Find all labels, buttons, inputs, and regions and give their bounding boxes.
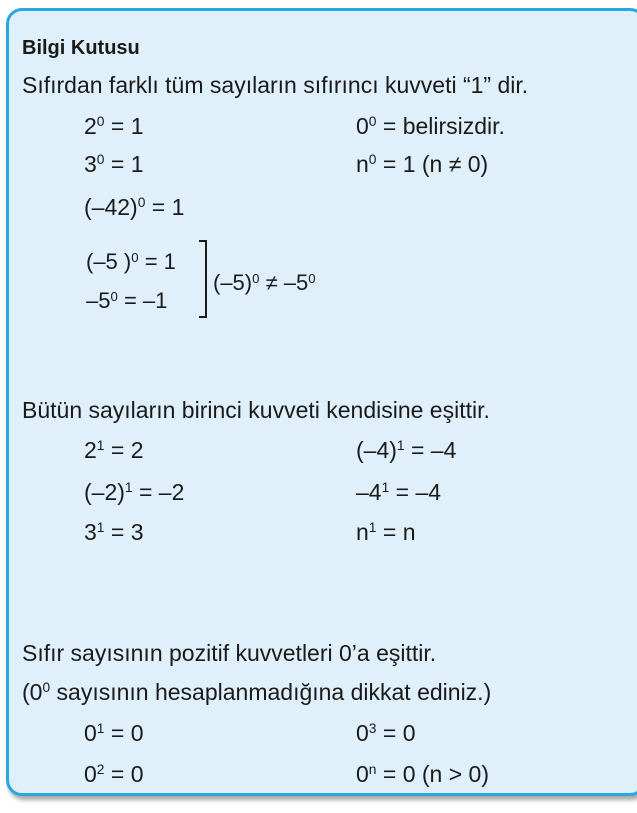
equation: $(-2)^1 = -2$	[84, 479, 185, 505]
equation: $0^2 = 0$	[84, 761, 144, 787]
right-bracket	[199, 240, 207, 318]
equation: $0^n = 0$ (n > 0)	[356, 761, 489, 787]
equation: $n^1 = n$	[356, 519, 416, 545]
box-title: Bilgi Kutusu	[22, 37, 140, 59]
equation: $0^1 = 0$	[84, 720, 144, 746]
zero-base-rule: Sıfır sayısının pozitif kuvvetleri 0’a eşittir.	[22, 640, 437, 666]
equation: $-4^1 = -4$	[356, 479, 442, 505]
equation: $(-42)^0 = 1$	[84, 194, 185, 220]
equation: $3^0 = 1$	[84, 151, 144, 177]
equation: $n^0 = 1$ (n ≠ 0)	[356, 151, 489, 177]
zero-power-rule: Sıfırdan farklı tüm sayıların sıfırıncı kuvveti “1” dir.	[22, 72, 529, 98]
bracket-equation: (–5 )$^0$ = 1	[86, 249, 176, 274]
first-power-rule: Bütün sayıların birinci kuvveti kendisine eşittir.	[22, 397, 490, 423]
bracket-equation: $-5^0 = -1$	[86, 288, 168, 313]
bracket-result: $(-5)^0 \ne -5^0$	[213, 270, 316, 295]
equation: $3^1 = 3$	[84, 519, 144, 545]
equation: $2^1 = 2$	[84, 437, 144, 463]
equation: $0^0$ = belirsizdir.	[356, 113, 505, 139]
equation: $(-4)^1 = -4$	[356, 437, 457, 463]
zero-zero-note: ($0^0$ sayısının hesaplanmadığına dikkat ediniz.)	[22, 679, 492, 705]
equation: $2^0 = 1$	[84, 113, 144, 139]
equation: $0^3 = 0$	[356, 720, 416, 746]
